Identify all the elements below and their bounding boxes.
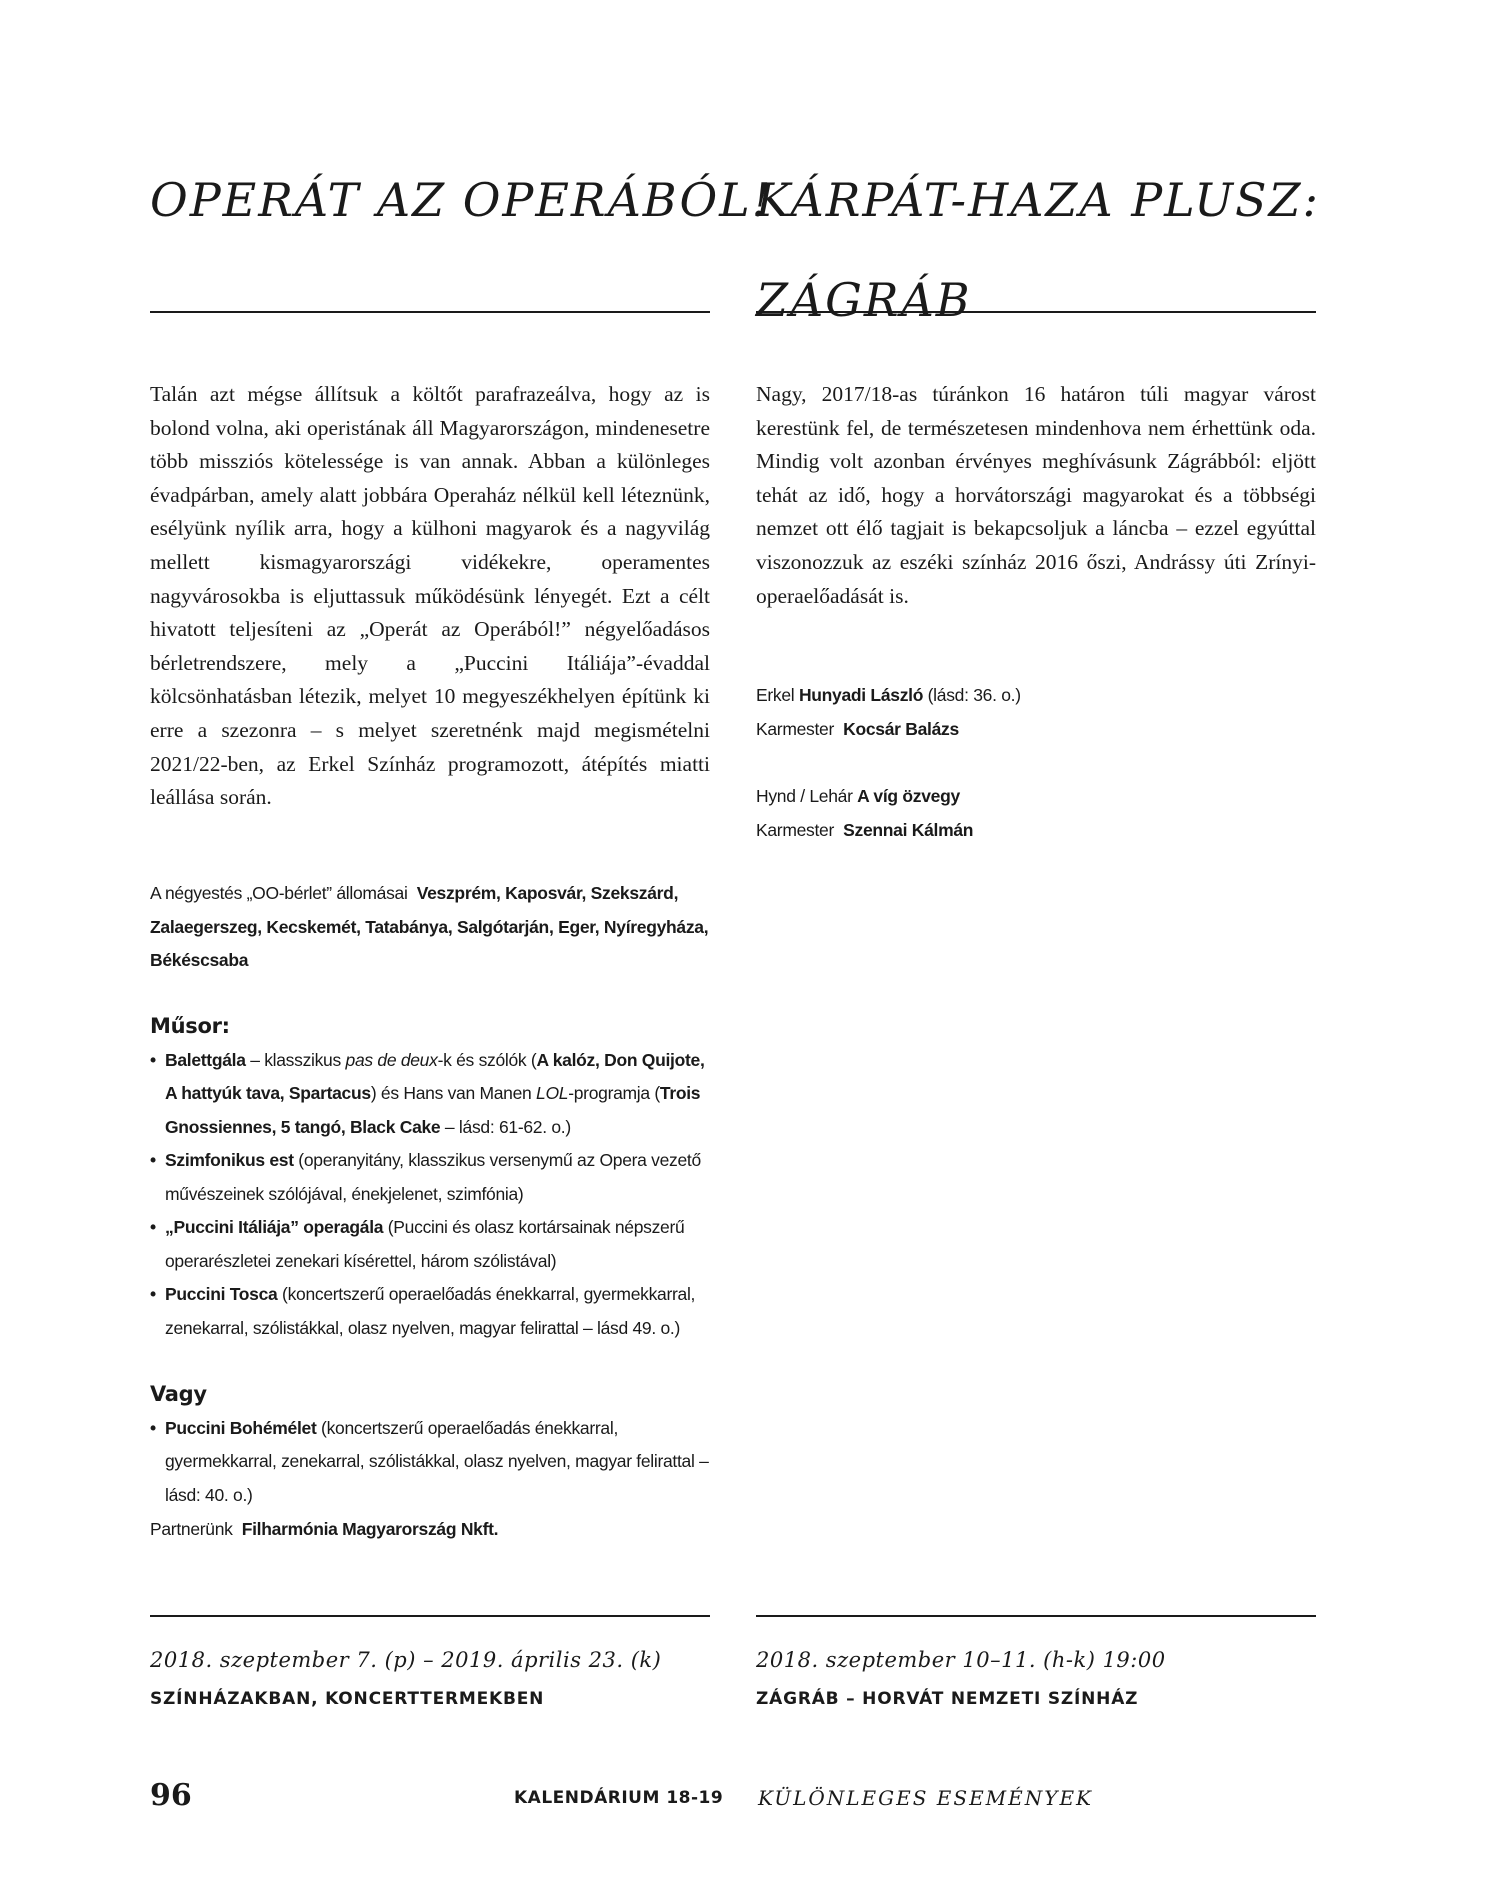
program-item-boheme bbox=[150, 1412, 710, 1513]
composer: Erkel bbox=[756, 685, 795, 705]
composer: Hynd / Lehár bbox=[756, 786, 853, 806]
program-item-text: -programja ( bbox=[568, 1083, 660, 1103]
program-item-ballet-gala bbox=[150, 1044, 710, 1145]
program-item-italic: LOL bbox=[536, 1083, 569, 1103]
partner-name: Filharmónia Magyarország Nkft. bbox=[241, 1519, 499, 1539]
partner-label: Partnerünk bbox=[150, 1519, 233, 1539]
program-item-title: Puccini Bohémélet bbox=[165, 1417, 317, 1438]
conductor-name: Szennai Kálmán bbox=[843, 819, 974, 840]
conductor-name: Kocsár Balázs bbox=[843, 718, 959, 739]
right-event-date: 2018. szeptember 10–11. (h-k) 19:00 bbox=[756, 1648, 1166, 1672]
program-item-works: Trois Gnossiennes, 5 tangó, Black Cake bbox=[165, 1083, 701, 1137]
program-item-works: A kalóz, Don Quijote, A hattyúk tava, Spartacus bbox=[165, 1049, 705, 1103]
alternative-heading: Vagy bbox=[150, 1382, 207, 1406]
right-article-body: Nagy, 2017/18-as túránkon 16 határon túli magyar várost kerestünk fel, de természetesen mindenhova nem érhettünk oda. Mindig volt azonban érvényes meghívásunk Zágrábból: eljött tehát az idő, hogy a horvátországi magyarokat és a többségi nemzet ott élő tagjait is bekapcsoljuk a láncba – ezzel egyúttal viszonozzuk az eszéki színház 2016 őszi, Andrássy úti Zrínyi-operaelőadását is. bbox=[756, 382, 1316, 608]
program-item-italic: pas de deux bbox=[345, 1049, 438, 1070]
production-1 bbox=[756, 679, 1316, 746]
right-article-title bbox=[756, 150, 1356, 350]
conductor-label: Karmester bbox=[756, 718, 835, 739]
right-footer-divider bbox=[756, 1615, 1316, 1617]
program-item-puccini-gala bbox=[150, 1211, 710, 1278]
program-item-title: Puccini Tosca bbox=[165, 1284, 278, 1304]
publication-title: KALENDÁRIUM 18-19 bbox=[514, 1788, 724, 1808]
work-title: Hunyadi László bbox=[798, 685, 924, 705]
production-line bbox=[756, 780, 1316, 814]
alternative-section bbox=[150, 1378, 710, 1512]
left-article-title: OPERÁT AZ OPERÁBÓL! bbox=[150, 173, 773, 227]
program-heading: Műsor: bbox=[150, 1014, 230, 1038]
left-event-venue: SZÍNHÁZAKBAN, KONCERTTERMEKBEN bbox=[150, 1689, 545, 1709]
production-line bbox=[756, 679, 1316, 713]
page-number: 96 bbox=[150, 1778, 192, 1813]
left-title-divider bbox=[150, 311, 710, 313]
section-name: KÜLÖNLEGES ESEMÉNYEK bbox=[758, 1786, 1093, 1810]
program-item-text: ) és Hans van Manen bbox=[370, 1083, 537, 1103]
stations-label: A négyestés „OO-bérlet” állomásai bbox=[150, 883, 408, 903]
program-list bbox=[150, 1044, 710, 1346]
right-title-divider bbox=[756, 311, 1316, 313]
program-item-text: (operanyitány, klasszikus versenymű az Opera vezető művészeinek szólójával, énekjelenet, szimfónia) bbox=[165, 1150, 701, 1204]
left-event-date: 2018. szeptember 7. (p) – 2019. április 23. (k) bbox=[150, 1648, 662, 1672]
program-item-text: – lásd: 61-62. o.) bbox=[440, 1116, 571, 1137]
left-footer-divider bbox=[150, 1615, 710, 1617]
program-item-text: -k és szólók ( bbox=[437, 1049, 537, 1070]
stations-list: Veszprém, Kaposvár, Szekszárd, Zalaegerszeg, Kecskemét, Tatabánya, Salgótarján, Eger, Nyíregyháza, Békéscsaba bbox=[150, 883, 709, 970]
program-item-symphonic-evening bbox=[150, 1144, 710, 1211]
program-item-title: „Puccini Itáliája” operagála bbox=[165, 1217, 384, 1237]
production-2 bbox=[756, 780, 1316, 847]
program-item-text: (Puccini és olasz kortársainak népszerű operarészletei zenekari kísérettel, három szólistával) bbox=[165, 1217, 685, 1271]
right-title-line-2: ZÁGRÁB bbox=[756, 273, 972, 327]
right-event-venue: ZÁGRÁB – HORVÁT NEMZETI SZÍNHÁZ bbox=[756, 1689, 1139, 1709]
program-section bbox=[150, 1010, 710, 1345]
work-title: A víg özvegy bbox=[857, 786, 960, 806]
conductor-line bbox=[756, 713, 1316, 747]
program-item-text: (koncertszerű operaelőadás énekkarral, gyermekkarral, zenekarral, szólistákkal, olasz nyelven, magyar felirattal – lásd: 40. o.) bbox=[165, 1417, 709, 1505]
page-reference: (lásd: 36. o.) bbox=[923, 685, 1021, 705]
program-item-tosca bbox=[150, 1278, 710, 1345]
program-item-text: – klasszikus bbox=[245, 1049, 346, 1070]
conductor-label: Karmester bbox=[756, 819, 835, 840]
program-item-title: Balettgála bbox=[165, 1049, 246, 1070]
partner-line bbox=[150, 1513, 710, 1547]
program-item-title: Szimfonikus est bbox=[165, 1150, 294, 1170]
left-article-body: Talán azt mégse állítsuk a költőt parafrazeálva, hogy az is bolond volna, aki operistának áll Magyarországon, mindenesetre több missziós kötelessége is van annak. Abban a különleges évadpárban, amely alatt jobbára Operaház nélkül kell léteznünk, esélyünk nyílik arra, hogy a külhoni magyarok és a nagyvilág mellett kismagyarországi vidékekre, operamentes nagyvárosokba is eljuttassuk működésünk lényegét. Ezt a célt hivatott teljesíteni az „Operát az Operából!” négyelőadásos bérletrendszere, mely a „Puccini Itáliája”-évaddal kölcsönhatásban létezik, melyet 10 megyeszékhelyen építünk ki erre a szezonra – s melyet szeretnénk majd megismételni 2021/22-ben, az Erkel Színház programozott, átépítés miatti leállása során. bbox=[150, 382, 710, 810]
program-item-text: (koncertszerű operaelőadás énekkarral, gyermekkarral, zenekarral, szólistákkal, olasz nyelven, magyar felirattal – lásd 49. o.) bbox=[165, 1284, 696, 1338]
alternative-list bbox=[150, 1412, 710, 1513]
right-title-line-1: KÁRPÁT-HAZA PLUSZ: bbox=[756, 173, 1320, 227]
stations-block bbox=[150, 877, 710, 978]
conductor-line bbox=[756, 814, 1316, 848]
